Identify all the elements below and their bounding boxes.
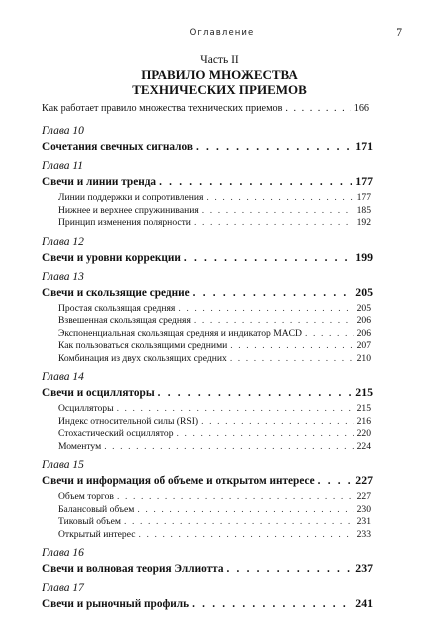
section-title: Простая скользящая средняя — [58, 302, 176, 314]
chapter-label: Глава 14 — [42, 371, 84, 383]
dot-leader — [305, 328, 354, 341]
section-page: 206 — [356, 327, 371, 339]
section-entry[interactable] — [42, 217, 373, 230]
section-entry[interactable] — [42, 416, 373, 429]
chapter-label: Глава 17 — [42, 582, 84, 594]
dot-leader — [226, 561, 352, 577]
section-page: 207 — [356, 340, 371, 351]
dot-leader — [206, 192, 353, 205]
section-title: Открытый интерес — [58, 528, 136, 540]
section-title: Экспоненциальная скользящая средняя и индикатор MACD — [58, 327, 302, 339]
section-entry[interactable] — [42, 315, 373, 328]
section-entry[interactable] — [42, 353, 373, 366]
dot-leader — [194, 217, 354, 230]
chapter-title: Свечи и линии тренда — [42, 176, 157, 188]
section-title: Линии поддержки и сопротивления — [58, 192, 204, 203]
dot-leader — [193, 285, 353, 301]
chapter-page: 171 — [355, 139, 373, 153]
section-page: 231 — [356, 516, 371, 527]
chapter-label: Глава 15 — [42, 459, 84, 471]
part-title-line-2: ТЕХНИЧЕСКИХ ПРИЕМОВ — [132, 82, 307, 97]
chapter-page: 205 — [355, 284, 373, 299]
section-page: 220 — [356, 428, 371, 439]
section-title: Объем торгов — [58, 491, 114, 502]
section-page: 210 — [356, 352, 371, 364]
dot-leader — [184, 250, 352, 266]
chapter-entry[interactable] — [42, 560, 373, 576]
section-title: Взвешенная скользящая средняя — [58, 315, 191, 326]
table-of-contents — [42, 103, 373, 617]
chapter-entry[interactable] — [42, 284, 373, 300]
section-title: Нижнее и верхнее спружинивания — [58, 204, 199, 216]
chapter-title: Свечи и информация об объеме и открытом интересе — [42, 475, 315, 487]
chapter-title: Свечи и скользящие средние — [42, 286, 190, 299]
dot-leader — [117, 403, 354, 416]
dot-leader — [124, 516, 354, 529]
chapter-entry[interactable] — [42, 249, 373, 265]
part-title — [0, 67, 439, 97]
chapter-page: 177 — [355, 174, 373, 188]
part-title-line-1: ПРАВИЛО МНОЖЕСТВА — [141, 67, 298, 82]
running-header — [42, 28, 402, 44]
chapter-title: Свечи и осцилляторы — [42, 387, 155, 399]
section-entry[interactable] — [42, 205, 373, 218]
section-entry[interactable] — [42, 504, 373, 517]
section-entry[interactable] — [42, 491, 373, 504]
dot-leader — [196, 139, 352, 155]
chapter-page: 241 — [355, 596, 373, 610]
dot-leader — [158, 385, 353, 401]
chapter-label: Глава 16 — [42, 547, 84, 559]
chapter-entry[interactable] — [42, 384, 373, 400]
chapter-title: Сочетания свечных сигналов — [42, 141, 193, 153]
dot-leader — [137, 504, 353, 517]
section-page: 230 — [356, 503, 371, 515]
section-title: Стохастический осциллятор — [58, 428, 174, 439]
toc-entry-page: 166 — [353, 103, 369, 114]
section-entry[interactable] — [42, 328, 373, 341]
section-title: Как пользоваться скользящими средними — [58, 340, 228, 351]
chapter-label: Глава 11 — [42, 160, 84, 172]
section-title: Индекс относительной силы (RSI) — [58, 415, 199, 427]
section-page: 224 — [356, 440, 371, 452]
section-entry[interactable] — [42, 441, 373, 454]
section-entry[interactable] — [42, 529, 373, 542]
dot-leader — [285, 103, 350, 114]
dot-leader — [230, 340, 353, 353]
chapter-page: 227 — [355, 473, 373, 487]
dot-leader — [194, 315, 354, 328]
toc-entry-title: Как работает правило множества технических приемов — [42, 103, 283, 114]
section-page: 192 — [356, 217, 371, 228]
chapter-label: Глава 13 — [42, 270, 84, 283]
chapter-title: Свечи и волновая теория Эллиотта — [42, 563, 224, 575]
chapter-label: Глава 10 — [42, 125, 84, 137]
chapter-entry[interactable] — [42, 173, 373, 189]
dot-leader — [177, 428, 354, 441]
section-page: 227 — [356, 491, 371, 502]
section-entry[interactable] — [42, 303, 373, 316]
chapter-page: 199 — [355, 249, 373, 264]
dot-leader — [117, 491, 354, 504]
section-title: Балансовый объем — [58, 503, 135, 515]
section-page: 206 — [356, 315, 371, 326]
chapter-page: 215 — [355, 385, 373, 399]
chapter-title: Свечи и рыночный профиль — [42, 598, 190, 610]
dot-leader — [178, 303, 353, 316]
dot-leader — [201, 416, 353, 429]
section-entry[interactable] — [42, 516, 373, 529]
dot-leader — [159, 174, 352, 190]
running-header-title: Оглавление — [189, 28, 255, 38]
chapter-title: Свечи и уровни коррекции — [42, 251, 181, 264]
dot-leader — [230, 353, 354, 366]
dot-leader — [104, 441, 353, 454]
chapter-entry[interactable] — [42, 595, 373, 611]
section-page: 215 — [356, 403, 371, 414]
section-page: 185 — [356, 204, 371, 216]
chapter-list — [42, 125, 373, 611]
chapter-entry[interactable] — [42, 138, 373, 154]
section-entry[interactable] — [42, 403, 373, 416]
part-label: Часть II — [200, 54, 239, 66]
dot-leader — [318, 473, 353, 489]
section-title: Осцилляторы — [58, 403, 114, 414]
section-title: Принцип изменения полярности — [58, 217, 191, 228]
dot-leader — [202, 205, 354, 218]
dot-leader — [192, 596, 352, 612]
section-title: Тиковый объем — [58, 516, 121, 527]
chapter-entry[interactable] — [42, 472, 373, 488]
toc-intro-entry[interactable] — [42, 103, 373, 118]
section-entry[interactable] — [42, 340, 373, 353]
chapter-page: 237 — [355, 561, 373, 575]
section-page: 233 — [356, 528, 371, 540]
section-entry[interactable] — [42, 428, 373, 441]
section-entry[interactable] — [42, 192, 373, 205]
section-page: 177 — [356, 192, 371, 203]
page-number: 7 — [396, 27, 402, 39]
section-page: 205 — [356, 302, 371, 314]
chapter-label: Глава 12 — [42, 235, 84, 248]
section-title: Комбинация из двух скользящих средних — [58, 352, 227, 364]
section-page: 216 — [356, 415, 371, 427]
section-title: Моментум — [58, 440, 102, 452]
dot-leader — [138, 529, 353, 542]
